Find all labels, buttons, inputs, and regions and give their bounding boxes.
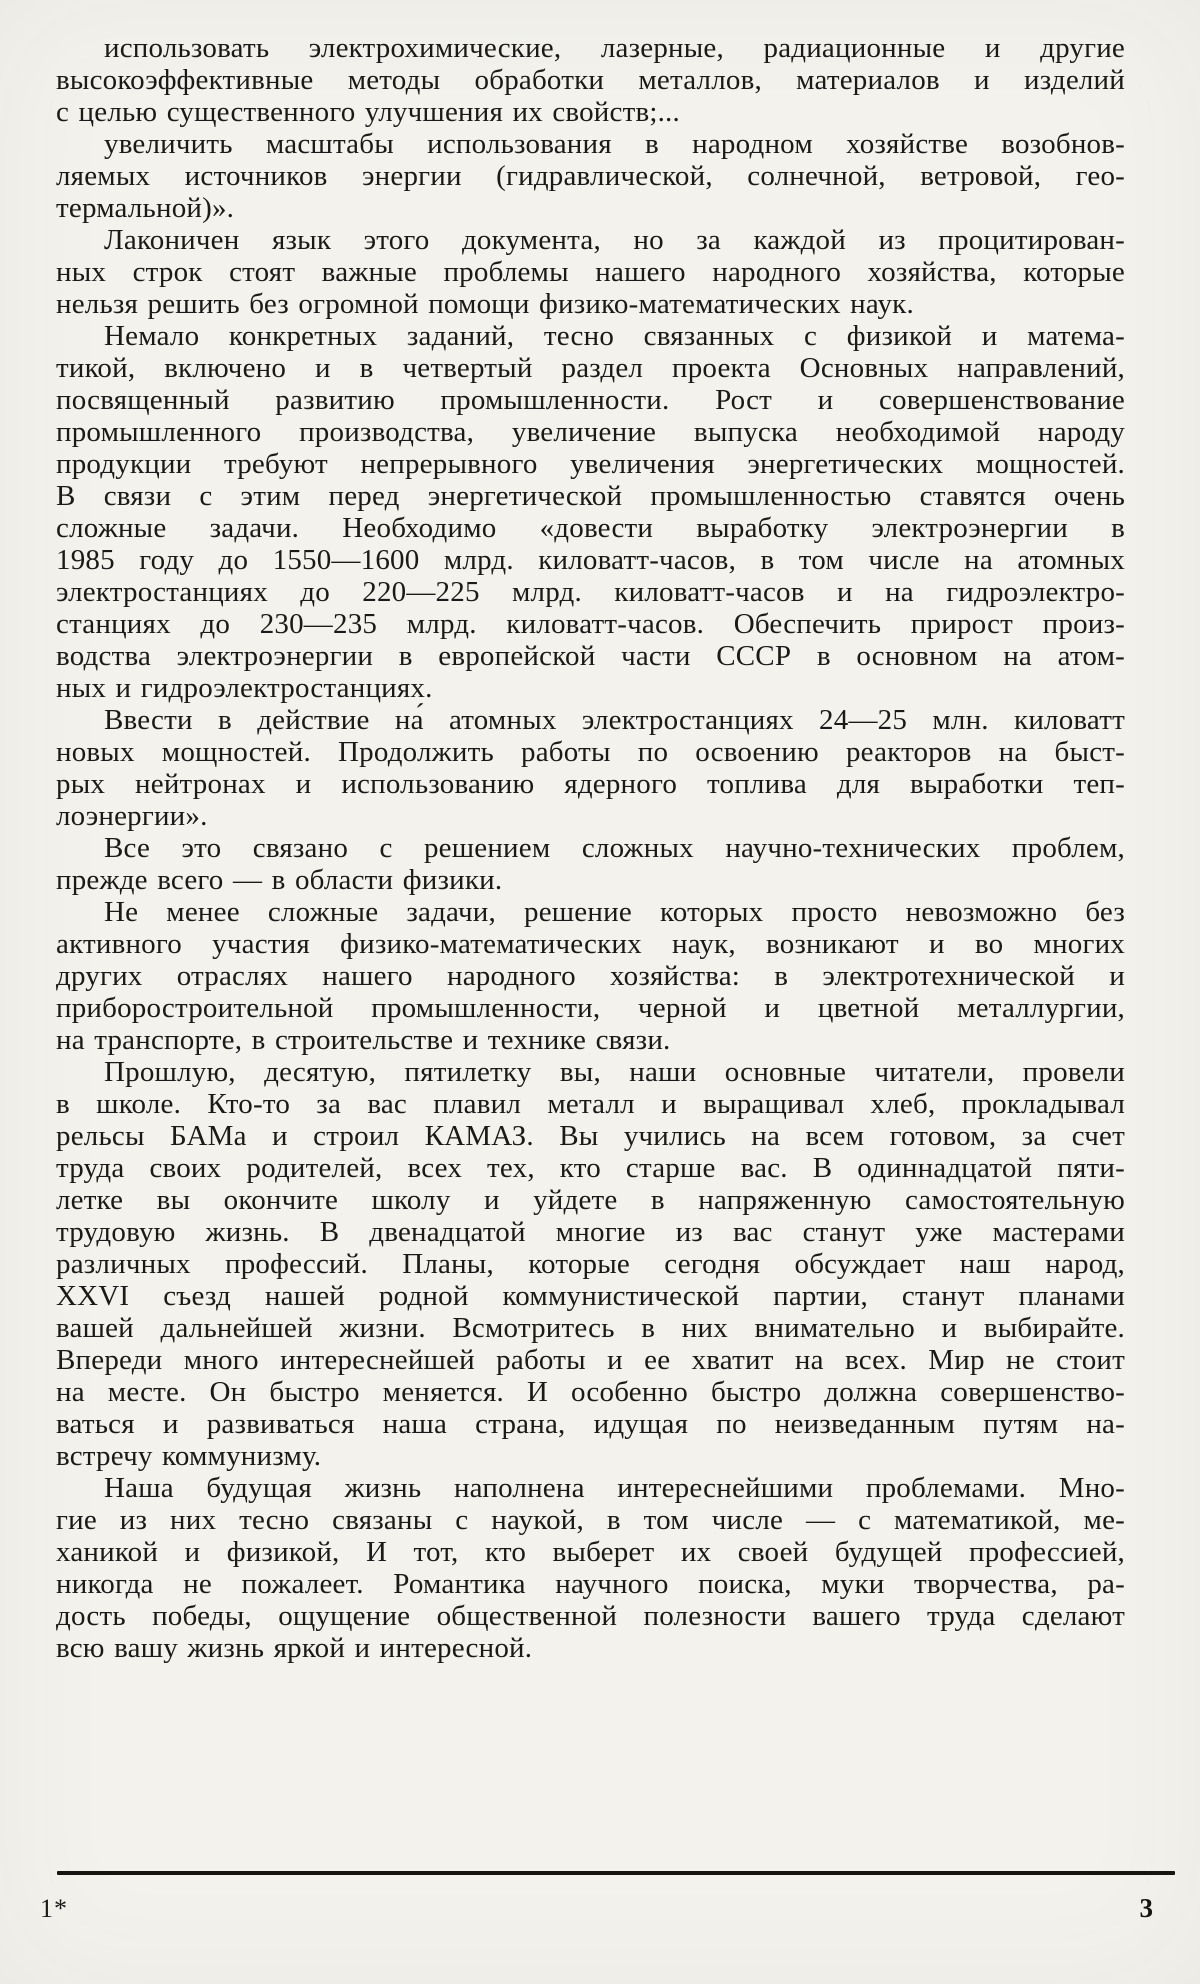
text-line: Немало конкретных заданий, тесно связанных с физикой и матема- [104,320,1125,352]
text-line: увеличить масштабы использования в народном хозяйстве возобнов- [104,128,1125,160]
text-line: гие из них тесно связаны с наукой, в том числе — с математикой, ме- [56,1504,1125,1536]
text-line: сложные задачи. Необходимо «довести выработку электроэнергии в [56,512,1125,544]
text-line: нельзя решить без огромной помощи физико-математических наук. [56,288,914,320]
text-line: с целью существенного улучшения их свойств;... [56,96,680,128]
text-line: тикой, включено и в четвертый раздел проекта Основных направлений, [56,352,1125,384]
text-line: других отраслях нашего народного хозяйства: в электротехнической и [56,960,1125,992]
text-line: ваться и развиваться наша страна, идущая по неизведанным путям на- [56,1408,1125,1440]
text-line: трудовую жизнь. В двенадцатой многие из вас станут уже мастерами [56,1216,1125,1248]
paragraph [56,896,1125,1056]
text-line: Не менее сложные задачи, решение которых просто невозможно без [104,896,1125,928]
text-line: приборостроительной промышленности, черной и цветной металлургии, [56,992,1125,1024]
text-line: 1985 году до 1550—1600 млрд. киловатт-часов, в том числе на атомных [56,544,1125,576]
paragraph [56,32,1125,128]
paragraph [56,1056,1125,1472]
text-line: Лаконичен язык этого документа, но за каждой из процитирован- [104,224,1125,256]
page-number: 3 [1139,1893,1153,1923]
text-line: Ввести в действие на́ атомных электростанциях 24—25 млн. киловатт [104,704,1125,736]
paragraph [56,320,1125,704]
text-line: на транспорте, в строительстве и технике связи. [56,1024,671,1056]
paragraph [56,832,1125,896]
text-line: летке вы окончите школу и уйдете в напряженную самостоятельную [56,1184,1125,1216]
text-line: использовать электрохимические, лазерные, радиационные и другие [104,32,1125,64]
body-text-block [56,0,1125,1664]
text-line: ляемых источников энергии (гидравлической, солнечной, ветровой, гео- [56,160,1125,192]
text-line: В связи с этим перед энергетической промышленностью ставятся очень [56,480,1125,512]
footer-rule [57,1871,1175,1875]
text-line: высокоэффективные методы обработки металлов, материалов и изделий [56,64,1125,96]
text-line: в школе. Кто-то за вас плавил металл и выращивал хлеб, прокладывал [56,1088,1125,1120]
text-line: встречу коммунизму. [56,1440,322,1472]
text-line: посвященный развитию промышленности. Рост и совершенствование [56,384,1125,416]
signature-mark: 1* [40,1894,68,1923]
text-line: дость победы, ощущение общественной полезности вашего труда сделают [56,1600,1125,1632]
text-line: термальной)». [56,192,235,224]
paragraph [56,704,1125,832]
text-line: рых нейтронах и использованию ядерного топлива для выработки теп- [56,768,1125,800]
paragraph [56,1472,1125,1664]
text-line: Впереди много интереснейшей работы и ее хватит на всех. Мир не стоит [56,1344,1125,1376]
text-line: вашей дальнейшей жизни. Всмотритесь в них внимательно и выбирайте. [56,1312,1125,1344]
text-line: водства электроэнергии в европейской части СССР в основном на атом- [56,640,1125,672]
footer [40,1893,1153,1924]
text-line: Наша будущая жизнь наполнена интереснейшими проблемами. Мно- [104,1472,1125,1504]
text-line: прежде всего — в области физики. [56,864,503,896]
text-line: всю вашу жизнь яркой и интересной. [56,1632,533,1664]
text-line: рельсы БАМа и строил КАМАЗ. Вы учились на всем готовом, за счет [56,1120,1125,1152]
text-line: лоэнергии». [56,800,208,832]
text-line: активного участия физико-математических наук, возникают и во многих [56,928,1125,960]
text-line: XXVI съезд нашей родной коммунистической партии, станут планами [56,1280,1125,1312]
text-line: никогда не пожалеет. Романтика научного поиска, муки творчества, ра- [56,1568,1125,1600]
text-line: электростанциях до 220—225 млрд. киловатт-часов и на гидроэлектро- [56,576,1125,608]
text-line: ных строк стоят важные проблемы нашего народного хозяйства, которые [56,256,1125,288]
text-line: Прошлую, десятую, пятилетку вы, наши основные читатели, провели [104,1056,1125,1088]
text-line: Все это связано с решением сложных научно-технических проблем, [104,832,1125,864]
paragraph [56,128,1125,224]
text-line: на месте. Он быстро меняется. И особенно быстро должна совершенство- [56,1376,1125,1408]
text-line: различных профессий. Планы, которые сегодня обсуждает наш народ, [56,1248,1125,1280]
text-line: ных и гидроэлектростанциях. [56,672,433,704]
text-line: новых мощностей. Продолжить работы по освоению реакторов на быст- [56,736,1125,768]
text-line: промышленного производства, увеличение выпуска необходимой народу [56,416,1125,448]
text-line: продукции требуют непрерывного увеличения энергетических мощностей. [56,448,1125,480]
text-line: станциях до 230—235 млрд. киловатт-часов. Обеспечить прирост произ- [56,608,1125,640]
text-line: ханикой и физикой, И тот, кто выберет их своей будущей профессией, [56,1536,1125,1568]
paragraph [56,224,1125,320]
text-line: труда своих родителей, всех тех, кто старше вас. В одиннадцатой пяти- [56,1152,1125,1184]
